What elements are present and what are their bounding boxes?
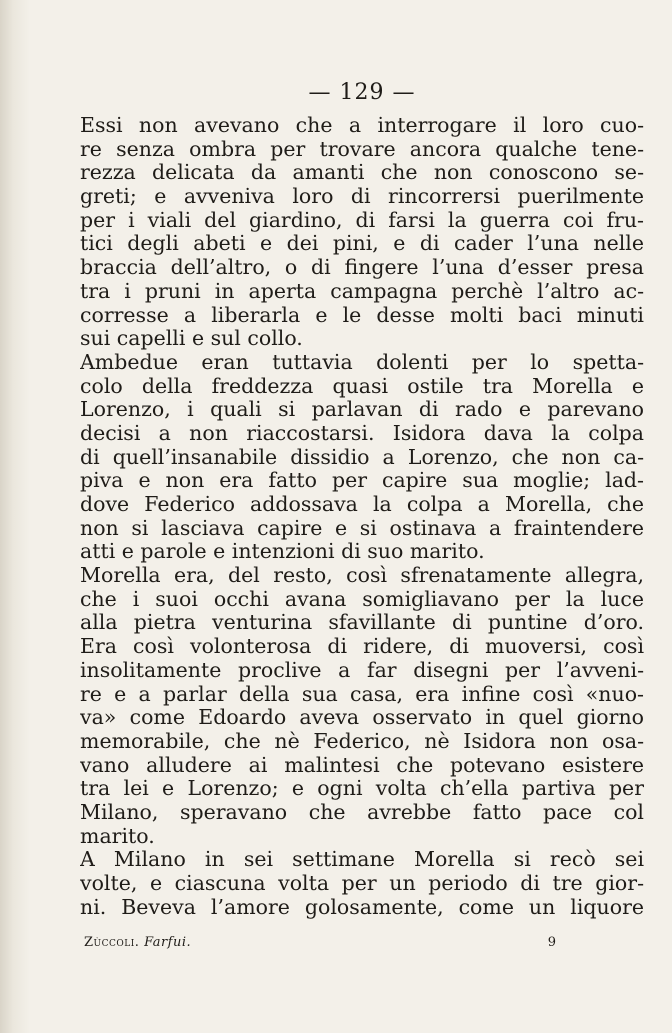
printer-signature [84, 935, 191, 950]
text-line: va» come Edoardo aveva osservato in quel giorno [80, 706, 644, 730]
text-line: Lorenzo, i quali si parlavan di rado e parevano [80, 398, 644, 422]
text-line: tici degli abeti e dei pini, e di cader l’una nelle [80, 232, 644, 256]
text-line: re e a parlar della sua casa, era infine così «nuo- [80, 682, 644, 706]
sheet-number: 9 [547, 935, 556, 950]
body-text [80, 114, 644, 919]
text-line: dove Federico addossava la colpa a Morella, che [80, 493, 644, 516]
text-line: A Milano in sei settimane Morella si recò sei [80, 848, 644, 872]
text-line: greti; e avveniva loro di rincorrersi puerilmente [80, 185, 644, 209]
text-line: vano alludere ai malintesi che potevano esistere [80, 753, 644, 777]
text-line: volte, e ciascuna volta per un periodo di tre gior- [80, 872, 644, 895]
text-line: ni. Beveva l’amore golosamente, come un liquore [80, 895, 644, 919]
text-line: atti e parole e intenzioni di suo marito. [80, 540, 485, 564]
text-line: braccia dell’altro, o di fingere l’una d’esser presa [80, 256, 644, 280]
text-line: memorabile, che nè Federico, nè Isidora non osa- [80, 729, 644, 753]
text-line: insolitamente proclive a far disegni per l’avveni- [80, 658, 644, 682]
text-line: che i suoi occhi avana somigliavano per la luce [80, 587, 644, 611]
text-line: Milano, speravano che avrebbe fatto pace col [80, 800, 644, 824]
text-line: non si lasciava capire e si ostinava a fraintendere [80, 516, 644, 540]
signature-author: Zùccoli. [84, 935, 140, 950]
signature-title: Farfui. [144, 935, 192, 950]
text-line: rezza delicata da amanti che non conoscono se- [80, 161, 644, 185]
text-line: Morella era, del resto, così sfrenatamente allegra, [80, 564, 644, 588]
text-line: piva e non era fatto per capire sua moglie; lad- [80, 469, 644, 493]
text-line: di quell’insanabile dissidio a Lorenzo, che non ca- [80, 445, 644, 469]
text-line: Ambedue eran tuttavia dolenti per lo spetta- [80, 350, 644, 374]
text-line: corresse a liberarla e le desse molti baci minuti [80, 303, 644, 327]
text-line: tra lei e Lorenzo; e ogni volta ch’ella partiva per [80, 777, 644, 801]
text-line: alla pietra venturina sfavillante di puntine d’oro. [80, 611, 644, 635]
text-line: tra i pruni in aperta campagna perchè l’altro ac- [80, 279, 644, 303]
page-number: — 129 — [308, 80, 416, 105]
text-line: colo della freddezza quasi ostile tra Morella e [80, 374, 644, 398]
text-line: Era così volonterosa di ridere, di muoversi, così [80, 635, 644, 659]
text-line: per i viali del giardino, di farsi la guerra coi fru- [80, 208, 644, 232]
text-line: sui capelli e sul collo. [80, 327, 303, 351]
text-line: Essi non avevano che a interrogare il loro cuo- [80, 114, 644, 137]
text-line: re senza ombra per trovare ancora qualche tene- [80, 137, 644, 161]
text-line: marito. [80, 824, 155, 848]
text-line: decisi a non riaccostarsi. Isidora dava la colpa [80, 421, 644, 445]
binding-shadow [0, 0, 30, 1033]
